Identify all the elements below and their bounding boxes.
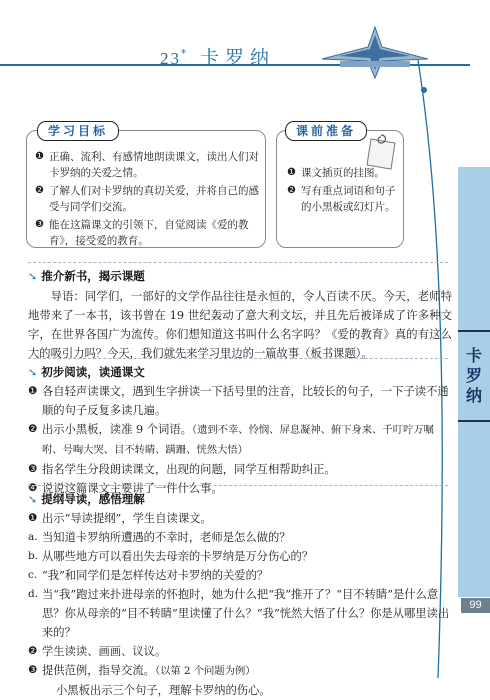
lesson-title [160, 43, 275, 70]
list-item [28, 642, 452, 661]
item-number: ❸ [28, 463, 38, 475]
item-number: ❷ [28, 423, 38, 435]
item-text: 当知道卡罗纳所遭遇的不幸时，老师是怎么做的？ [42, 531, 291, 544]
list-item [28, 585, 452, 642]
section-heading-text: 初步阅读，读通课文 [41, 365, 145, 379]
item-text: 出示小黑板，读准 9 个词语。 [42, 423, 192, 436]
item-text: 提供范例，指导交流。 [42, 664, 155, 677]
intro-paragraph [28, 287, 452, 363]
learning-goals-list [35, 149, 261, 251]
item-text: 从哪些地方可以看出失去母亲的卡罗纳是万分伤心的？ [42, 550, 314, 563]
learning-goals-heading: 学习目标 [37, 121, 119, 141]
item-text: 出示“导读提纲”，学生自读课文。 [42, 512, 212, 525]
closing-line: 小黑板出示三个句子，理解卡罗纳的伤心。 [56, 684, 271, 697]
item-number: ❹ [28, 482, 38, 494]
preparation-list [287, 165, 397, 217]
item-text: 能在这篇课文的引领下，自觉阅读《爱的教育》，接受爱的教育。 [49, 219, 249, 247]
arrow-icon: ➘ [28, 270, 38, 283]
item-number: ❶ [35, 151, 44, 162]
list-item [28, 566, 452, 585]
reading-steps-list [28, 382, 452, 498]
section-heading [28, 268, 145, 284]
guided-reading-list [28, 509, 452, 700]
item-number: a. [28, 531, 38, 543]
arrow-icon: ➘ [28, 493, 38, 506]
side-tab-char: 纳 [465, 386, 482, 405]
item-text: 当“我”跑过来扑进母亲的怀抱时，她为什么把“我”推开了？“目不转睛”是什么意思？你从母亲的“目不转睛”里读懂了什么？“我”恍然大悟了什么？你是从哪里读出来的？ [42, 588, 450, 639]
item-number: c. [28, 569, 38, 581]
item-text: 了解人们对卡罗纳的真切关爱，并将自己的感受与同学们交流。 [49, 185, 259, 213]
section-heading [28, 364, 145, 380]
item-text: 说说这篇课文主要讲了一件什么事。 [42, 482, 223, 495]
learning-goals-box [26, 124, 266, 248]
item-note: （遗到不幸、怜悯、屏息凝神、俯下身来、千叮咛万嘱咐、号啕大哭、目不转睛、蹒跚、恍然大悟） [42, 424, 434, 456]
item-number: ❷ [28, 645, 38, 657]
list-item [28, 460, 452, 479]
item-number: ❷ [35, 185, 44, 196]
section-heading [28, 491, 145, 507]
section-heading-text: 推介新书，揭示课题 [41, 269, 145, 283]
item-number: ❸ [28, 664, 38, 676]
item-text: 写有重点词语和句子的小黑板或幻灯片。 [301, 185, 396, 213]
side-tab-char: 卡 [465, 346, 482, 365]
list-item [287, 183, 397, 215]
preparation-heading: 课前准备 [285, 121, 367, 141]
item-note: （以第 2 个问题为例） [154, 665, 256, 677]
item-text: “我”和同学们是怎样传达对卡罗纳的关爱的？ [42, 569, 269, 582]
item-number: ❶ [28, 512, 38, 524]
page-number: 99 [461, 598, 490, 613]
list-item [28, 661, 452, 681]
item-number: d. [28, 588, 39, 600]
lesson-mark: * [181, 48, 188, 60]
item-text: 各自轻声读课文，遇到生字拼读一下括号里的注音，比较长的句子，一下子读不通顺的句子反复多读几遍。 [42, 385, 449, 417]
list-item [35, 149, 261, 181]
list-item [28, 547, 452, 566]
list-item [28, 382, 452, 420]
list-item [28, 509, 452, 528]
side-tab-char: 罗 [465, 366, 482, 385]
item-number: ❶ [28, 385, 38, 397]
list-item [35, 217, 261, 249]
section-divider [28, 262, 448, 263]
item-number: ❶ [287, 167, 296, 178]
item-number: ❷ [287, 185, 296, 196]
preparation-box [276, 124, 404, 248]
item-number: b. [28, 550, 39, 562]
item-text: 正确、流利、有感情地朗读课文，读出人们对卡罗纳的关爱之情。 [49, 151, 259, 179]
item-number: ❸ [35, 219, 44, 230]
item-text: 课文插页的挂图。 [301, 167, 385, 179]
ship-emblem-icon [320, 25, 430, 80]
section-heading-text: 提纲导读，感悟理解 [41, 492, 145, 506]
lesson-number: 23 [160, 49, 181, 68]
section-divider [28, 485, 448, 486]
list-item [35, 183, 261, 215]
paragraph-text: 导语：同学们，一部好的文学作品往往是永恒的，令人百读不厌。今天，老师特地带来了一本书，该书曾在 19 世纪轰动了意大利文坛，并且先后被译成了许多种文字，在世界各国广为流传。你们想知道这书叫什么名字吗？《爱的教育》真的有这么大的吸引力吗？今天，我们就先来学习里边的一篇故事（板书课题）。 [28, 290, 452, 360]
item-text: 学生读读、画画、议议。 [42, 645, 167, 658]
arrow-icon: ➘ [28, 366, 38, 379]
list-item [28, 528, 452, 547]
list-item [287, 165, 397, 181]
lesson-title-text: 卡罗纳 [200, 47, 276, 69]
side-tab-label [458, 330, 490, 422]
item-text: 指名学生分段朗读课文，出现的问题，同学互相帮助纠正。 [42, 463, 336, 476]
section-divider [28, 358, 448, 359]
list-item [28, 420, 452, 460]
